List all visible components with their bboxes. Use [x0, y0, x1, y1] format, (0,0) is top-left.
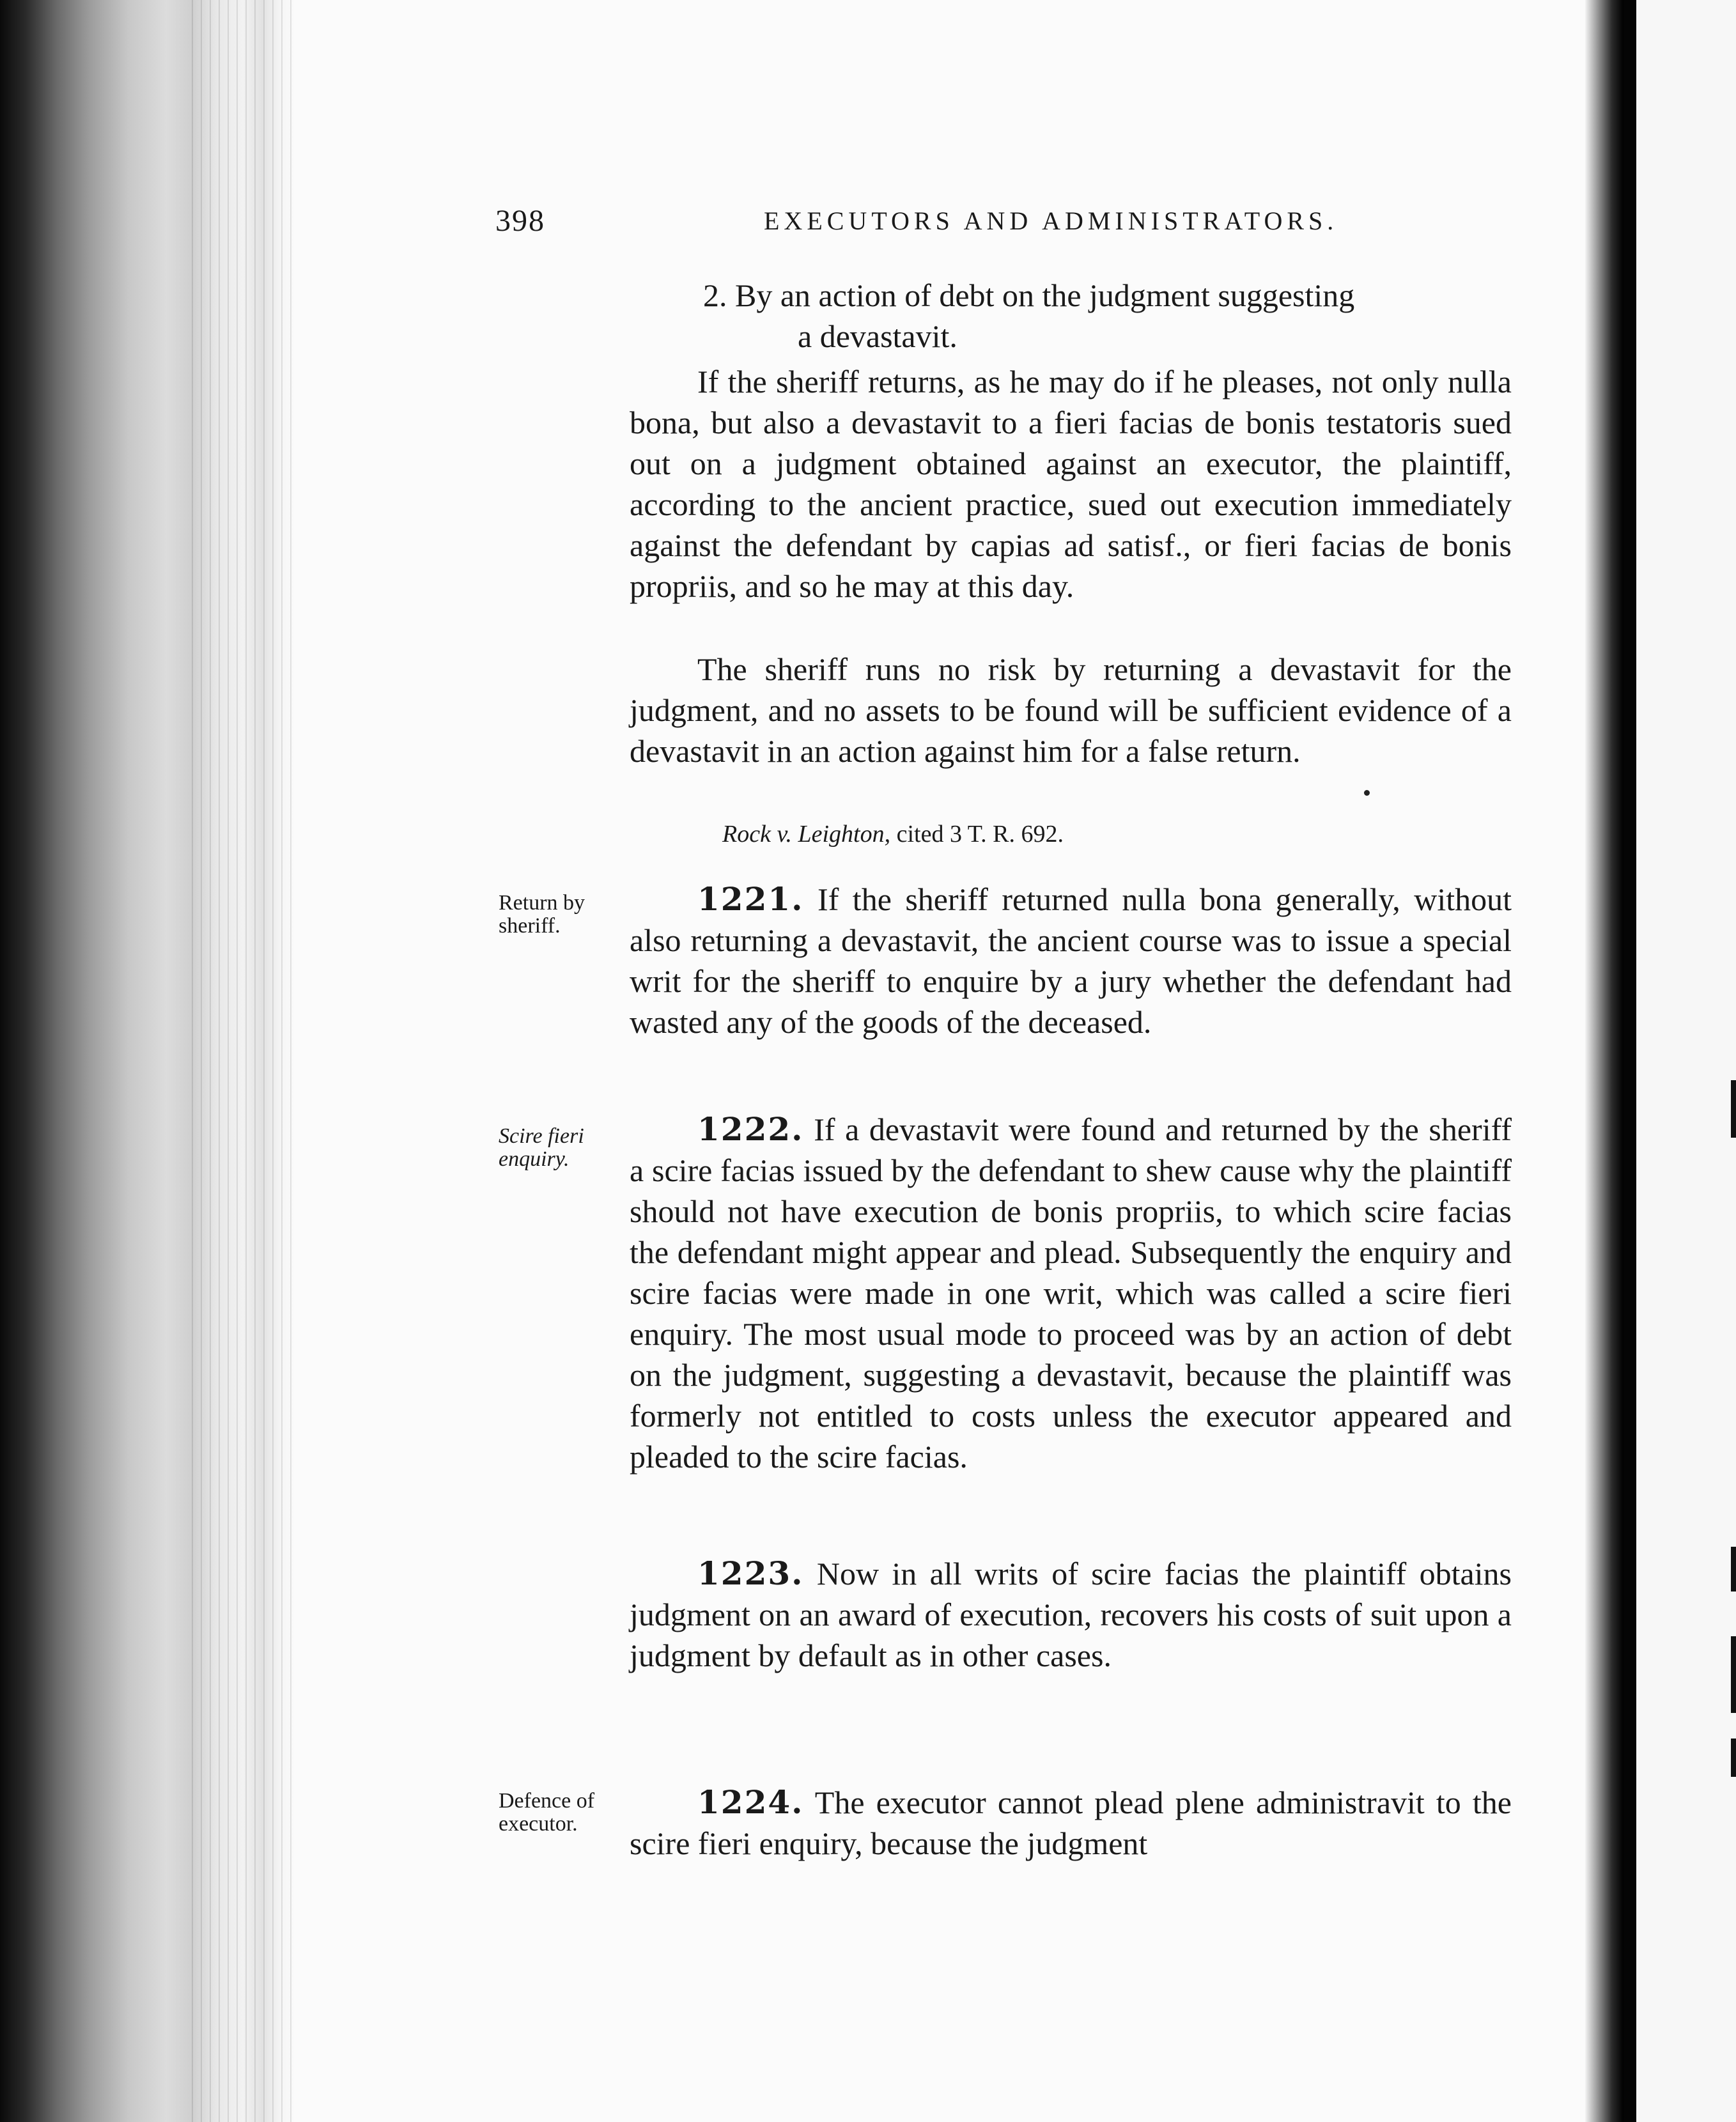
margin-note-1222: Scire fieri enquiry. [499, 1124, 584, 1171]
section-number: 1223. [697, 1554, 804, 1592]
margin-note-1224: Defence of executor. [499, 1789, 595, 1836]
facing-page [1636, 0, 1736, 2122]
section-number: 1221. [697, 880, 804, 918]
numbered-item-2 [703, 275, 1512, 357]
facing-page-edge [1624, 0, 1638, 2122]
section-text: The executor cannot plead plene administravit to the scire fieri enquiry, because the judgment [630, 1785, 1512, 1861]
section-text: If the sheriff returned nulla bona generally, without also returning a devastavit, the ancient course was to issue a special writ for the sheriff to enquire by a jury whether the defendant had wasted any of the goods of the deceased. [630, 881, 1512, 1040]
paragraph-text: If the sheriff returns, as he may do if he pleases, not only nulla bona, but also a devastavit to a fieri facias de bonis testatoris sued out on a judgment obtained against an executor, the plaintiff, according to the ancient practice, sued out execution immediately against the defendant by capias ad satisf., or fieri facias de bonis propriis, and so he may at this day. [630, 364, 1512, 604]
section-text: If a devastavit were found and returned by the sheriff a scire facias issued by the defendant to shew cause why the plaintiff should not have execution de bonis propriis, to which scire facias the defendant might appear and plead. Subsequently the enquiry and scire facias were made in one writ, which was called a scire fieri enquiry. The most usual mode to proceed was by an action of debt on the judgment, suggesting a devastavit, because the plaintiff was formerly not entitled to costs unless the executor appeared and pleaded to the scire facias. [630, 1111, 1512, 1475]
paragraph-text: The sheriff runs no risk by returning a devastavit for the judgment, and no assets to be found will be sufficient evidence of a devastavit in an action against him for a false return. [630, 651, 1512, 769]
section-1224 [630, 1782, 1512, 1864]
citation-case: Rock v. Leighton, [722, 821, 891, 848]
section-number: 1224. [697, 1783, 804, 1821]
running-head [495, 203, 1569, 248]
ink-dot [1364, 790, 1370, 796]
paragraph-sheriff-returns [630, 361, 1512, 607]
facing-page-mark [1731, 1547, 1736, 1592]
page-edge-lines [192, 0, 294, 2122]
page-number: 398 [495, 204, 545, 238]
section-1222 [630, 1109, 1512, 1477]
section-1223 [630, 1553, 1512, 1676]
section-number: 1222. [697, 1110, 804, 1148]
gutter-shadow [1585, 0, 1624, 2122]
margin-note-1221: Return by sheriff. [499, 891, 585, 938]
facing-page-mark [1731, 1080, 1736, 1138]
facing-page-mark [1731, 1636, 1736, 1713]
numbered-item-line: 2. By an action of debt on the judgment suggesting [703, 277, 1355, 313]
paragraph-no-risk [630, 649, 1512, 771]
section-1221 [630, 879, 1512, 1042]
citation-ref: cited 3 T. R. 692. [896, 821, 1064, 848]
facing-page-mark [1731, 1739, 1736, 1777]
case-citation [722, 820, 1064, 848]
running-title: EXECUTORS AND ADMINISTRATORS. [764, 206, 1338, 235]
section-text: Now in all writs of scire facias the plaintiff obtains judgment on an award of execution, recovers his costs of suit upon a judgment by default as in other cases. [630, 1556, 1512, 1673]
numbered-item-line: a devastavit. [798, 318, 957, 354]
